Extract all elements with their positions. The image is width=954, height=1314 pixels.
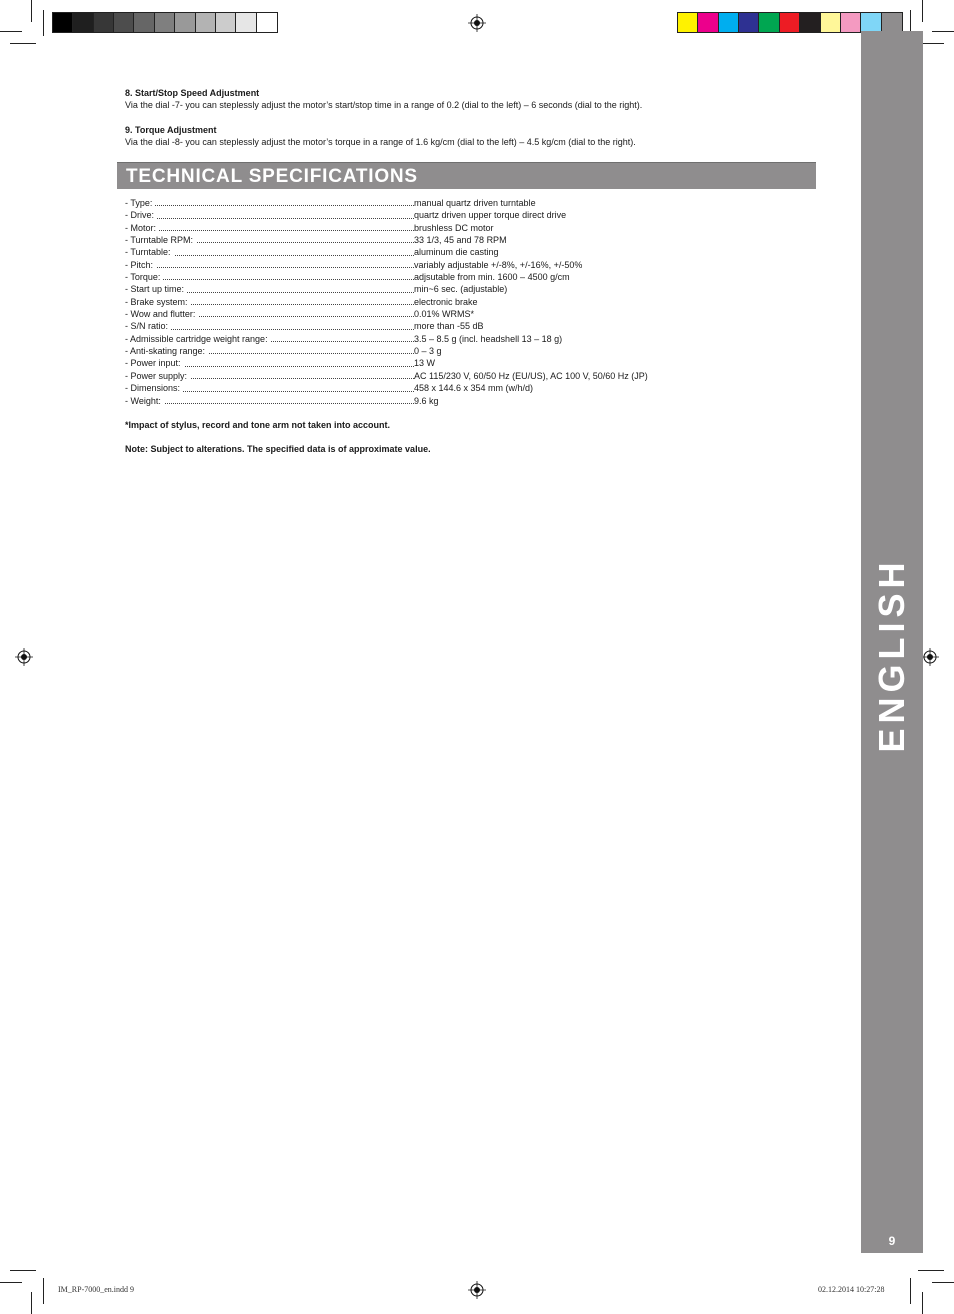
spec-value: 33 1/3, 45 and 78 RPM xyxy=(414,235,507,246)
spec-label-cell xyxy=(125,246,414,258)
spec-row xyxy=(125,283,725,295)
spec-row xyxy=(125,320,725,332)
spec-label: - Dimensions: xyxy=(125,383,183,393)
crop-mark xyxy=(0,31,22,32)
crop-mark xyxy=(10,43,36,44)
crop-mark xyxy=(31,0,32,22)
spec-value: 9.6 kg xyxy=(414,395,439,406)
color-swatch xyxy=(841,13,861,32)
dot-leader xyxy=(125,205,414,206)
spec-row xyxy=(125,333,725,345)
spec-value: brushless DC motor xyxy=(414,222,494,233)
color-swatch xyxy=(800,13,820,32)
crop-mark xyxy=(922,0,923,22)
crop-mark xyxy=(910,1278,911,1304)
color-swatch xyxy=(196,13,216,32)
spec-value: quartz driven upper torque direct drive xyxy=(414,210,567,221)
spec-label-cell xyxy=(125,222,414,234)
alteration-note: Note: Subject to alterations. The specified data is of approximate value. xyxy=(125,444,431,454)
spec-label: - Power input: xyxy=(125,358,184,368)
section-body: Via the dial -8- you can steplessly adjust the motor’s torque in a range of 1.6 kg/cm (dial to the left) – 4.5 kg/cm (dial to the right). xyxy=(125,137,636,147)
page-number: 9 xyxy=(888,1234,896,1248)
color-swatch xyxy=(759,13,779,32)
section-heading: 9. Torque Adjustment xyxy=(125,125,217,135)
registration-mark-icon xyxy=(468,14,486,32)
registration-mark-icon xyxy=(468,1281,486,1299)
spec-label-cell xyxy=(125,320,414,332)
spec-label-cell xyxy=(125,197,414,209)
spec-value: more than -55 dB xyxy=(414,321,484,332)
spec-title-banner xyxy=(117,162,816,189)
registration-mark-icon xyxy=(921,648,939,666)
spec-label-cell xyxy=(125,382,414,394)
crop-mark xyxy=(932,31,954,32)
dot-leader xyxy=(125,279,414,280)
crop-mark xyxy=(918,1270,944,1271)
spec-label: - Start up time: xyxy=(125,284,187,294)
color-swatch xyxy=(73,13,93,32)
crop-mark xyxy=(31,1292,32,1314)
section-torque-adjustment xyxy=(125,124,636,148)
spec-label-cell xyxy=(125,259,414,271)
spec-label-cell xyxy=(125,357,414,369)
spec-label: - Torque: xyxy=(125,272,163,282)
spec-row xyxy=(125,271,725,283)
crop-mark xyxy=(10,1270,36,1271)
spec-value: AC 115/230 V, 60/50 Hz (EU/US), AC 100 V, 50/60 Hz (JP) xyxy=(414,370,648,381)
spec-value: 0 – 3 g xyxy=(414,346,442,357)
color-swatch xyxy=(698,13,718,32)
section-start-stop-speed xyxy=(125,87,642,111)
color-swatch xyxy=(134,13,154,32)
crop-mark xyxy=(43,10,44,36)
spec-label-cell xyxy=(125,395,414,407)
spec-value: variably adjustable +/-8%, +/-16%, +/-50% xyxy=(414,259,583,270)
spec-label-cell xyxy=(125,345,414,357)
dot-leader xyxy=(125,403,414,404)
color-swatch xyxy=(678,13,698,32)
spec-row xyxy=(125,308,725,320)
spec-row xyxy=(125,345,725,357)
spec-value: adjsutable from min. 1600 – 4500 g/cm xyxy=(414,272,570,283)
spec-title: TECHNICAL SPECIFICATIONS xyxy=(126,166,418,187)
color-swatch xyxy=(821,13,841,32)
spec-label: - Brake system: xyxy=(125,297,191,307)
spec-label: - S/N ratio: xyxy=(125,321,171,331)
color-swatch xyxy=(739,13,759,32)
section-heading: 8. Start/Stop Speed Adjustment xyxy=(125,88,260,98)
spec-value: manual quartz driven turntable xyxy=(414,198,536,208)
section-body: Via the dial -7- you can steplessly adjust the motor’s start/stop time in a range of 0.2 (dial to the left) – 6 seconds (dial to the right). xyxy=(125,100,643,110)
crop-mark xyxy=(0,1282,22,1283)
spec-label: - Admissible cartridge weight range: xyxy=(125,334,271,344)
color-swatch xyxy=(861,13,881,32)
spec-value: electronic brake xyxy=(414,296,478,307)
color-swatch xyxy=(216,13,236,32)
spec-label: - Motor: xyxy=(125,223,159,233)
color-swatch xyxy=(257,13,277,32)
spec-label-cell xyxy=(125,283,414,295)
spec-label-cell xyxy=(125,271,414,283)
spec-row xyxy=(125,357,725,369)
spec-row xyxy=(125,197,725,209)
spec-list xyxy=(125,197,725,407)
spec-label: - Anti-skating range: xyxy=(125,346,208,356)
dot-leader xyxy=(125,218,414,219)
slug-timestamp: 02.12.2014 10:27:28 xyxy=(818,1285,885,1294)
spec-label: - Weight: xyxy=(125,396,164,406)
spec-label: - Pitch: xyxy=(125,260,156,270)
color-swatch xyxy=(882,13,902,32)
crop-mark xyxy=(922,1292,923,1314)
spec-label: - Turntable RPM: xyxy=(125,235,196,245)
spec-label-cell xyxy=(125,370,414,382)
dot-leader xyxy=(125,267,414,268)
spec-row xyxy=(125,395,725,407)
spec-label: - Drive: xyxy=(125,210,157,220)
grayscale-color-bar xyxy=(52,12,278,33)
spec-row xyxy=(125,222,725,234)
spec-row xyxy=(125,382,725,394)
slug-file-name: IM_RP-7000_en.indd 9 xyxy=(58,1285,134,1294)
footnote: *Impact of stylus, record and tone arm not taken into account. xyxy=(125,420,391,430)
spec-row xyxy=(125,259,725,271)
spec-value: 458 x 144.6 x 354 mm (w/h/d) xyxy=(414,383,534,394)
spec-value: 13 W xyxy=(414,358,436,369)
spec-label-cell xyxy=(125,308,414,320)
spec-row xyxy=(125,246,725,258)
color-swatch xyxy=(94,13,114,32)
process-color-bar xyxy=(677,12,903,33)
spec-label-cell xyxy=(125,209,414,221)
spec-label: - Wow and flutter: xyxy=(125,309,198,319)
spec-value: aluminum die casting xyxy=(414,247,499,258)
crop-mark xyxy=(932,1282,954,1283)
spec-label: - Turntable: xyxy=(125,247,174,257)
spec-row xyxy=(125,234,725,246)
color-swatch xyxy=(155,13,175,32)
color-swatch xyxy=(53,13,73,32)
spec-row xyxy=(125,296,725,308)
crop-mark xyxy=(43,1278,44,1304)
spec-row xyxy=(125,370,725,382)
color-swatch xyxy=(114,13,134,32)
color-swatch xyxy=(719,13,739,32)
color-swatch xyxy=(780,13,800,32)
spec-label: - Type: xyxy=(125,198,155,208)
spec-value: 3.5 – 8.5 g (incl. headshell 13 – 18 g) xyxy=(414,333,563,344)
spec-value: 0.01% WRMS* xyxy=(414,309,475,320)
spec-row xyxy=(125,209,725,221)
side-tab-title: ENGLISH xyxy=(871,557,912,753)
spec-label-cell xyxy=(125,234,414,246)
color-swatch xyxy=(175,13,195,32)
spec-label-cell xyxy=(125,333,414,345)
color-swatch xyxy=(236,13,256,32)
registration-mark-icon xyxy=(15,648,33,666)
dot-leader xyxy=(125,230,414,231)
spec-label: - Power supply: xyxy=(125,371,190,381)
spec-label-cell xyxy=(125,296,414,308)
spec-value: min~6 sec. (adjustable) xyxy=(414,284,508,295)
